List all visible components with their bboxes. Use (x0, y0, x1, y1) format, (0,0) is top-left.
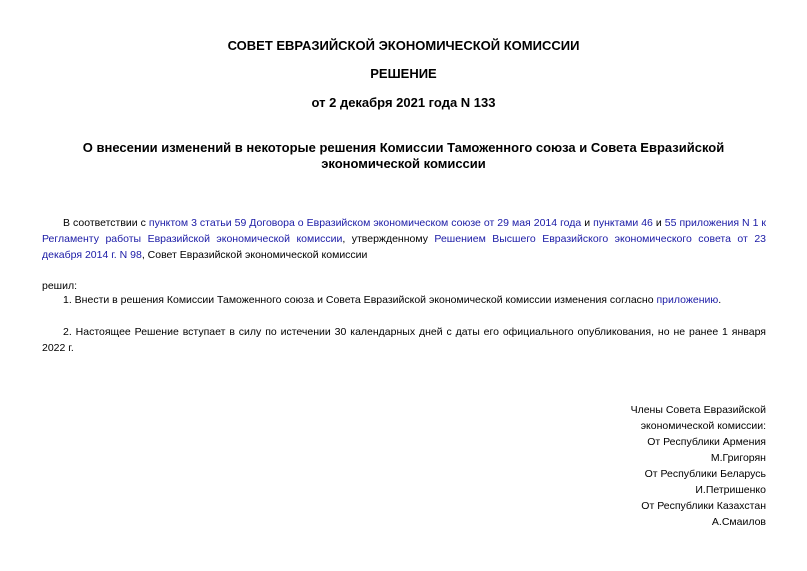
signature-line: М.Григорян (710, 452, 766, 464)
signature-line: От Республики Беларусь (644, 468, 766, 480)
basis-text-1: В соответствии с (63, 217, 149, 229)
item-1-paragraph (42, 292, 766, 308)
clause-55-regulation-link[interactable]: 55 приложения N 1 к Регламенту работы Евразийской экономической комиссии (42, 217, 767, 245)
document-title: О внесении изменений в некоторые решения Комиссии Таможенного союза и Совета Евразийской экономической комиссии (82, 140, 725, 171)
basis-text-5: , Совет Евразийской экономической комиссии (141, 249, 368, 261)
item-2-paragraph: 2. Настоящее Решение вступает в силу по истечении 30 календарных дней с даты его официального опубликования, но не ранее 1 января 2022 г. (42, 326, 766, 354)
signature-line: экономической комиссии: (640, 420, 766, 432)
basis-text-3: и (652, 217, 665, 229)
signature-line: От Республики Казахстан (641, 500, 766, 512)
treaty-article-link[interactable]: пунктом 3 статьи 59 Договора о Евразийском экономическом союзе от 29 мая 2014 года (148, 217, 582, 229)
annex-link[interactable]: приложению (656, 294, 719, 306)
item-1-text: 1. Внести в решения Комиссии Таможенного союза и Совета Евразийской экономической комиссии изменения согласно (63, 294, 657, 306)
signature-line: А.Смаилов (711, 516, 766, 528)
signature-block (566, 402, 766, 530)
signature-line: И.Петришенко (695, 484, 766, 496)
resolved-label: решил: (42, 280, 78, 292)
organization-heading: СОВЕТ ЕВРАЗИЙСКОЙ ЭКОНОМИЧЕСКОЙ КОМИССИИ (227, 38, 580, 53)
item-1-end: . (718, 294, 722, 306)
clause-46-link[interactable]: пунктами 46 (593, 217, 653, 229)
signature-line: От Республики Армения (647, 436, 766, 448)
document-date-number: от 2 декабря 2021 года N 133 (311, 95, 496, 110)
document-type-heading: РЕШЕНИЕ (370, 66, 437, 81)
basis-paragraph (42, 215, 766, 263)
supreme-council-decision-link[interactable]: Решением Высшего Евразийского экономического совета от 23 декабря 2014 г. N 98 (42, 233, 766, 261)
basis-text-2: и (581, 217, 594, 229)
basis-text-4: , утвержденному (342, 233, 435, 245)
signature-line: Члены Совета Евразийской (630, 404, 766, 416)
